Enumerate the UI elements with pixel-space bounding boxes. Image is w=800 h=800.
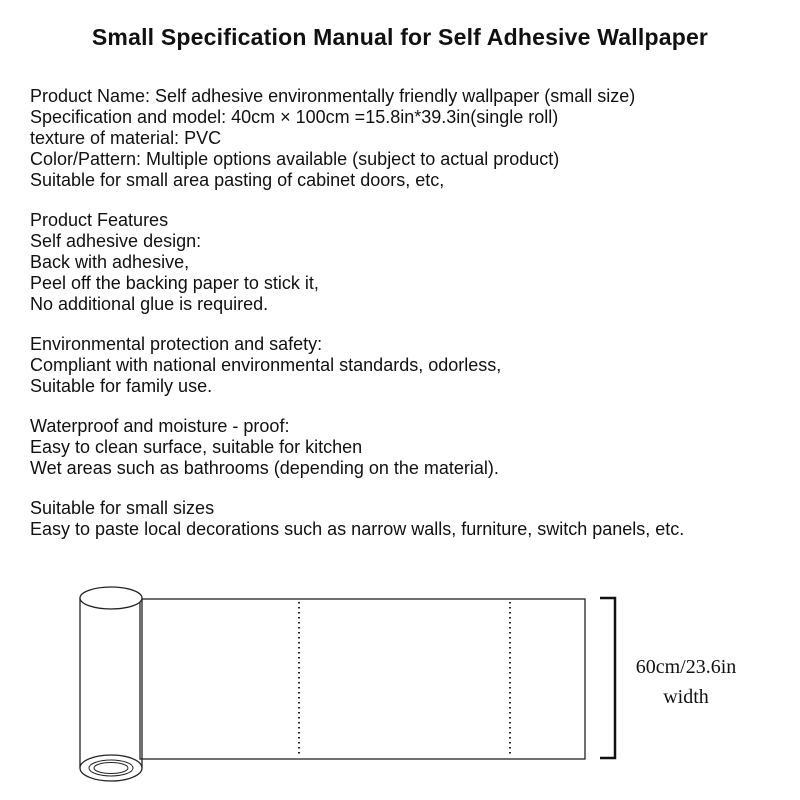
text-line: Product Name: Self adhesive environmentally friendly wallpaper (small size) <box>30 86 636 106</box>
text-line: Suitable for small area pasting of cabinet doors, etc, <box>30 170 445 190</box>
text-line: Self adhesive design: <box>30 231 202 251</box>
text-line: Back with adhesive, <box>30 252 190 272</box>
text-line: Specification and model: 40cm × 100cm =15.8in*39.3in(single roll) <box>30 107 559 127</box>
page-title: Small Specification Manual for Self Adhesive Wallpaper <box>91 24 709 50</box>
roll-body <box>80 598 142 768</box>
text-line: Waterproof and moisture - proof: <box>30 416 290 436</box>
text-line: Suitable for small sizes <box>30 498 215 518</box>
text-line: Suitable for family use. <box>30 376 213 396</box>
width-bracket <box>600 598 615 758</box>
width-label <box>616 652 756 712</box>
section-product-features <box>30 210 790 315</box>
text-line: Environmental protection and safety: <box>30 334 323 354</box>
width-label-text: width <box>663 686 709 708</box>
section-product-info <box>30 86 790 191</box>
text-line: texture of material: PVC <box>30 128 222 148</box>
wallpaper-sheet <box>140 599 585 759</box>
text-line: Easy to clean surface, suitable for kitchen <box>30 437 363 457</box>
text-line: Compliant with national environmental standards, odorless, <box>30 355 502 375</box>
text-line: Product Features <box>30 210 169 230</box>
section-environmental <box>30 334 790 397</box>
text-line: Color/Pattern: Multiple options available (subject to actual product) <box>30 149 560 169</box>
text-line: Wet areas such as bathrooms (depending on the material). <box>30 458 499 478</box>
section-waterproof <box>30 416 790 479</box>
text-line: Easy to paste local decorations such as narrow walls, furniture, switch panels, etc. <box>30 519 685 539</box>
spec-text <box>30 86 790 559</box>
section-small-sizes <box>30 498 790 540</box>
text-line: Peel off the backing paper to stick it, <box>30 273 319 293</box>
roll-top <box>80 587 142 609</box>
width-label-size: 60cm/23.6in <box>635 656 737 678</box>
text-line: No additional glue is required. <box>30 294 269 314</box>
